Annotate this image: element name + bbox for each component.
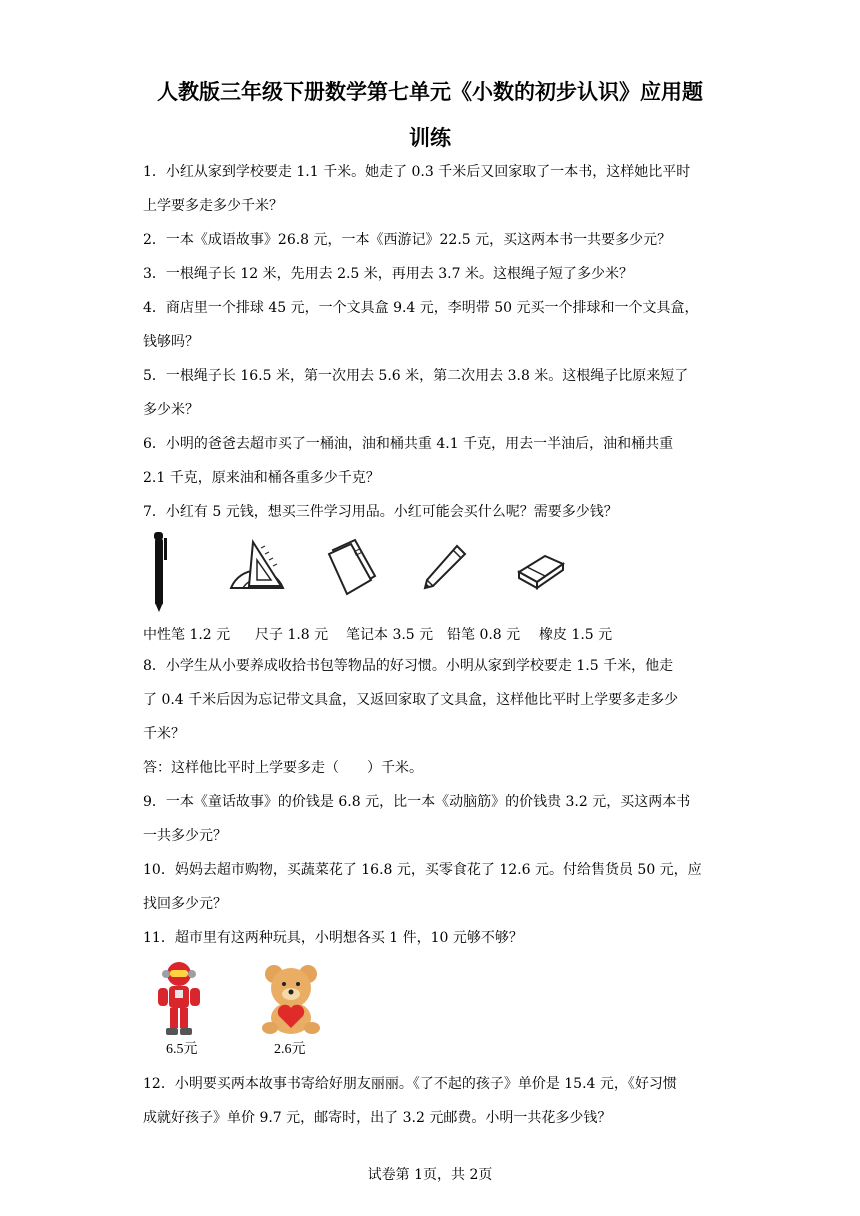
question-2: 2．一本《成语故事》26.8 元，一本《西游记》22.5 元，买这两本书一共要多少元？	[143, 232, 672, 248]
robot-price: 6.5元	[166, 1042, 198, 1057]
question-11: 11．超市里有这两种玩具，小明想各买 1 件，10 元够不够？	[143, 930, 523, 946]
robot-toy-icon	[154, 958, 204, 1038]
eraser-icon	[515, 550, 567, 590]
pencil-icon	[421, 542, 469, 592]
question-4-line-2: 钱够吗？	[143, 334, 199, 350]
question-3: 3．一根绳子长 12 米，先用去 2.5 米，再用去 3.7 米。这根绳子短了多少米？	[143, 266, 633, 282]
caption-notebook: 笔记本 3.5 元	[346, 627, 434, 643]
page-title-line1: 人教版三年级下册数学第七单元《小数的初步认识》应用题	[157, 80, 703, 104]
question-8-answer: 答：这样他比平时上学要多走（ ）千米。	[143, 760, 423, 776]
question-1-line-1: 1．小红从家到学校要走 1.1 千米。她走了 0.3 千米后又回家取了一本书，这样她比平时	[143, 164, 691, 180]
question-1-line-2: 上学要多走多少千米？	[143, 198, 283, 214]
question-5-line-1: 5．一根绳子长 16.5 米，第一次用去 5.6 米，第二次用去 3.8 米。这根绳子比原来短了	[143, 368, 689, 384]
question-5-line-2: 多少米？	[143, 402, 199, 418]
question-4-line-1: 4．商店里一个排球 45 元，一个文具盒 9.4 元，李明带 50 元买一个排球和一个文具盒，	[143, 300, 699, 316]
page-footer: 试卷第 1页，共 2页	[367, 1167, 493, 1183]
bear-price: 2.6元	[274, 1042, 306, 1057]
question-9-line-2: 一共多少元？	[143, 828, 227, 844]
ruler-icon	[227, 538, 291, 594]
page-title-line2: 训练	[409, 126, 451, 150]
question-6-line-2: 2.1 千克，原来油和桶各重多少千克？	[143, 470, 380, 486]
notebook-icon	[325, 536, 381, 596]
stationery-pictures	[143, 530, 663, 614]
pen-icon	[147, 530, 171, 614]
question-12-line-1: 12．小明要买两本故事书寄给好朋友丽丽。《了不起的孩子》单价是 15.4 元，《好习惯	[143, 1076, 677, 1092]
question-8-line-3: 千米？	[143, 726, 185, 742]
question-7: 7．小红有 5 元钱，想买三件学习用品。小红可能会买什么呢？需要多少钱？	[143, 504, 618, 520]
caption-pencil: 铅笔 0.8 元	[447, 627, 521, 643]
caption-eraser: 橡皮 1.5 元	[539, 627, 613, 643]
question-10-line-1: 10．妈妈去超市购物，买蔬菜花了 16.8 元，买零食花了 12.6 元。付给售货员 50 元，应	[143, 862, 702, 878]
question-8-line-1: 8．小学生从小要养成收拾书包等物品的好习惯。小明从家到学校要走 1.5 千米，他走	[143, 658, 674, 674]
question-9-line-1: 9．一本《童话故事》的价钱是 6.8 元，比一本《动脑筋》的价钱贵 3.2 元，买这两本书	[143, 794, 691, 810]
question-8-line-2: 了 0.4 千米后因为忘记带文具盒，又返回家取了文具盒，这样他比平时上学要多走多少	[143, 692, 679, 708]
question-6-line-1: 6．小明的爸爸去超市买了一桶油，油和桶共重 4.1 千克，用去一半油后，油和桶共重	[143, 436, 674, 452]
toy-pictures	[150, 958, 330, 1058]
caption-ruler: 尺子 1.8 元	[255, 627, 329, 643]
teddy-bear-icon	[258, 962, 324, 1038]
question-10-line-2: 找回多少元？	[143, 896, 227, 912]
caption-pen: 中性笔 1.2 元	[143, 627, 231, 643]
question-12-line-2: 成就好孩子》单价 9.7 元，邮寄时，出了 3.2 元邮费。小明一共花多少钱？	[143, 1110, 612, 1126]
